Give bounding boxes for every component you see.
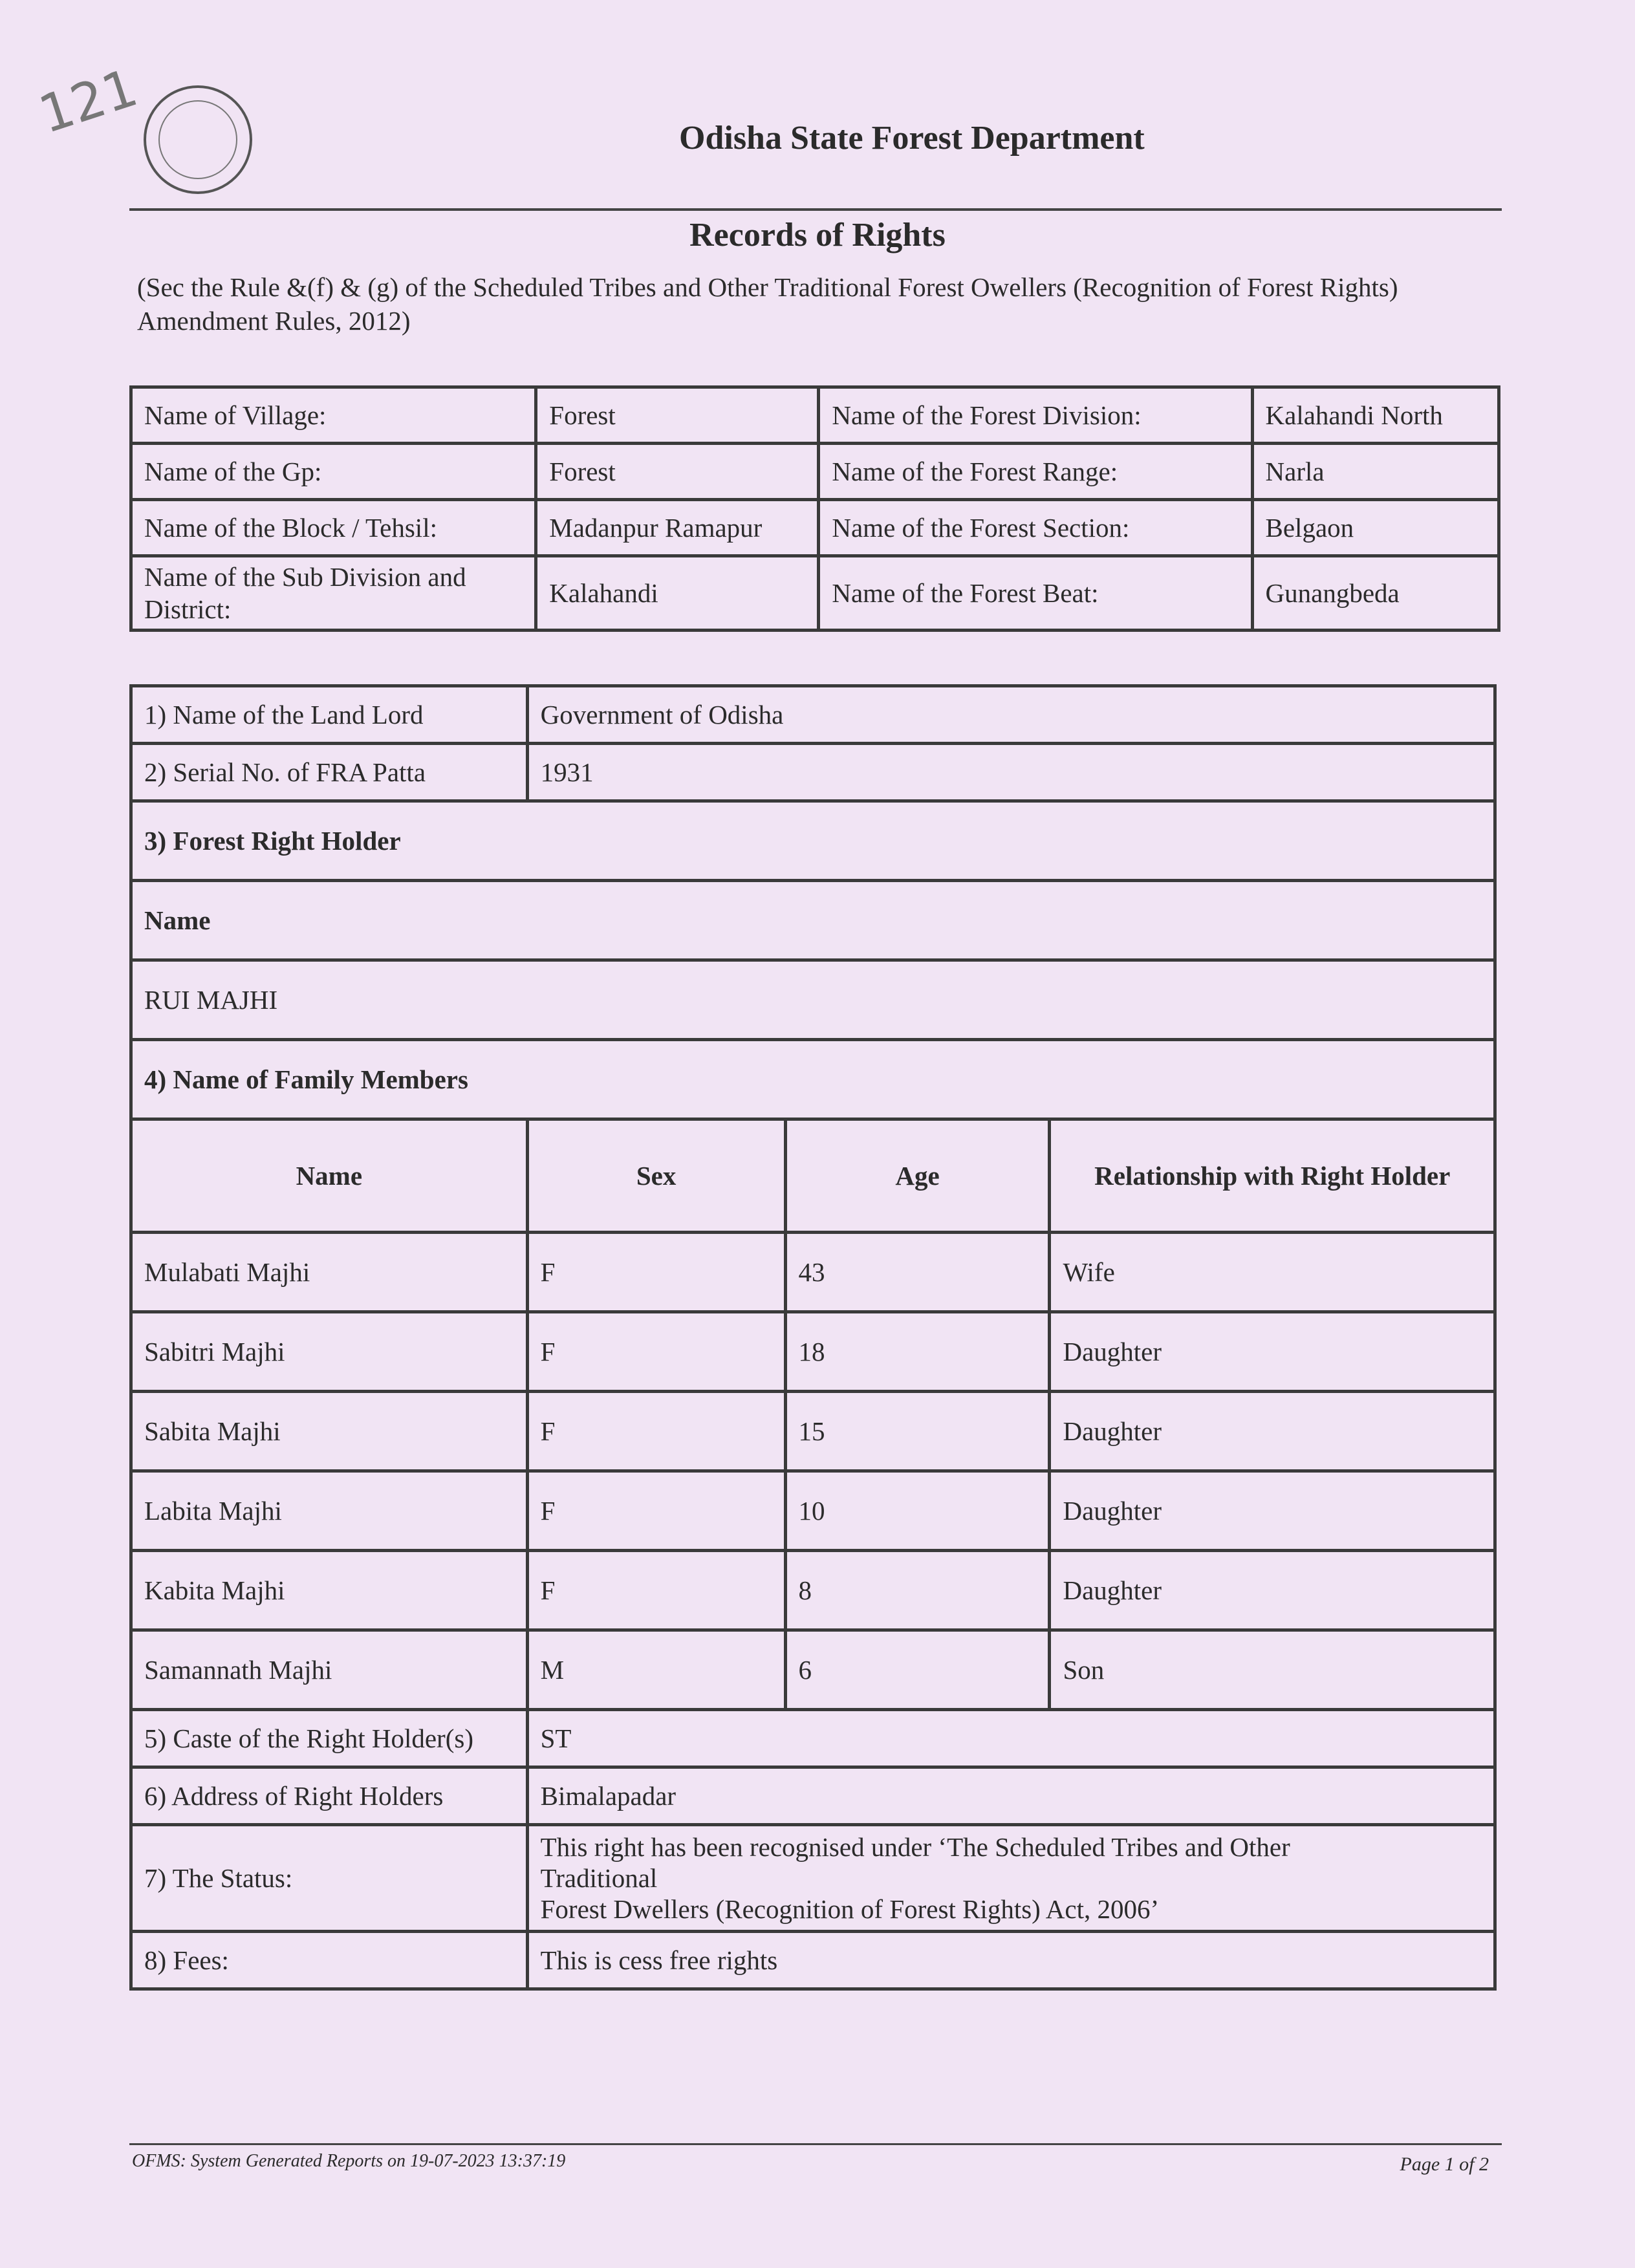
member-relation: Son bbox=[1050, 1630, 1495, 1710]
landlord-label: 1) Name of the Land Lord bbox=[131, 686, 528, 744]
section-label: Name of the Forest Section: bbox=[819, 500, 1252, 556]
rights-table bbox=[129, 684, 1497, 1991]
member-relation: Daughter bbox=[1050, 1392, 1495, 1471]
table-row bbox=[131, 1767, 1495, 1825]
status-line: Traditional bbox=[540, 1863, 658, 1893]
member-relation: Daughter bbox=[1050, 1312, 1495, 1392]
fees-label: 8) Fees: bbox=[131, 1932, 528, 1989]
table-row bbox=[131, 686, 1495, 744]
table-row bbox=[131, 1471, 1495, 1551]
table-row bbox=[131, 1932, 1495, 1989]
member-sex: F bbox=[527, 1471, 785, 1551]
member-age: 18 bbox=[785, 1312, 1050, 1392]
serial-value: 1931 bbox=[527, 744, 1495, 801]
member-sex: F bbox=[527, 1312, 785, 1392]
table-row bbox=[131, 1551, 1495, 1630]
table-row bbox=[131, 1710, 1495, 1767]
member-age: 6 bbox=[785, 1630, 1050, 1710]
table-row bbox=[131, 744, 1495, 801]
col-header-age: Age bbox=[785, 1119, 1050, 1233]
serial-label: 2) Serial No. of FRA Patta bbox=[131, 744, 528, 801]
gp-value: Forest bbox=[536, 444, 819, 500]
table-row bbox=[131, 1825, 1495, 1932]
status-value bbox=[527, 1825, 1495, 1932]
range-label: Name of the Forest Range: bbox=[819, 444, 1252, 500]
location-table bbox=[129, 385, 1500, 632]
table-row bbox=[131, 960, 1495, 1040]
table-row bbox=[131, 444, 1499, 500]
landlord-value: Government of Odisha bbox=[527, 686, 1495, 744]
subdiv-label: Name of the Sub Division and District: bbox=[131, 556, 536, 631]
table-row bbox=[131, 1312, 1495, 1392]
status-line: This right has been recognised under ‘The Scheduled Tribes and Other bbox=[540, 1832, 1290, 1862]
table-row bbox=[131, 881, 1495, 960]
member-relation: Daughter bbox=[1050, 1551, 1495, 1630]
village-label: Name of Village: bbox=[131, 387, 536, 444]
holder-heading: 3) Forest Right Holder bbox=[131, 801, 1495, 881]
member-age: 43 bbox=[785, 1233, 1050, 1312]
table-row bbox=[131, 1392, 1495, 1471]
member-age: 10 bbox=[785, 1471, 1050, 1551]
page-number: Page 1 of 2 bbox=[1400, 2154, 1489, 2175]
section-value: Belgaon bbox=[1252, 500, 1499, 556]
member-sex: F bbox=[527, 1233, 785, 1312]
table-row bbox=[131, 500, 1499, 556]
status-label: 7) The Status: bbox=[131, 1825, 528, 1932]
family-heading: 4) Name of Family Members bbox=[131, 1040, 1495, 1119]
range-value: Narla bbox=[1252, 444, 1499, 500]
generated-timestamp: OFMS: System Generated Reports on 19-07-2023 13:37:19 bbox=[132, 2151, 566, 2171]
table-header-row bbox=[131, 1119, 1495, 1233]
department-title: Odisha State Forest Department bbox=[679, 120, 1145, 157]
division-label: Name of the Forest Division: bbox=[819, 387, 1252, 444]
member-relation: Daughter bbox=[1050, 1471, 1495, 1551]
member-relation: Wife bbox=[1050, 1233, 1495, 1312]
table-row bbox=[131, 387, 1499, 444]
member-name: Samannath Majhi bbox=[131, 1630, 528, 1710]
table-row bbox=[131, 801, 1495, 881]
member-sex: F bbox=[527, 1551, 785, 1630]
rule-reference: (Sec the Rule &(f) & (g) of the Scheduled Tribes and Other Traditional Forest Owellers (Recognition of Forest Rights) Amendment Rules, 2012) bbox=[137, 272, 1398, 336]
caste-label: 5) Caste of the Right Holder(s) bbox=[131, 1710, 528, 1767]
block-value: Madanpur Ramapur bbox=[536, 500, 819, 556]
member-name: Mulabati Majhi bbox=[131, 1233, 528, 1312]
col-header-name: Name bbox=[131, 1119, 528, 1233]
odisha-emblem-icon bbox=[144, 85, 252, 194]
beat-label: Name of the Forest Beat: bbox=[819, 556, 1252, 631]
table-row bbox=[131, 1040, 1495, 1119]
col-header-sex: Sex bbox=[527, 1119, 785, 1233]
caste-value: ST bbox=[527, 1710, 1495, 1767]
table-row bbox=[131, 1630, 1495, 1710]
name-heading: Name bbox=[131, 881, 1495, 960]
handwritten-mark: 121 bbox=[32, 57, 145, 146]
member-name: Kabita Majhi bbox=[131, 1551, 528, 1630]
member-sex: M bbox=[527, 1630, 785, 1710]
header-divider bbox=[129, 208, 1502, 211]
block-label: Name of the Block / Tehsil: bbox=[131, 500, 536, 556]
status-line: Forest Dwellers (Recognition of Forest Rights) Act, 2006’ bbox=[540, 1894, 1160, 1924]
beat-value: Gunangbeda bbox=[1252, 556, 1499, 631]
member-name: Sabita Majhi bbox=[131, 1392, 528, 1471]
member-age: 8 bbox=[785, 1551, 1050, 1630]
table-row bbox=[131, 556, 1499, 631]
subdiv-value: Kalahandi bbox=[536, 556, 819, 631]
holder-name: RUI MAJHI bbox=[131, 960, 1495, 1040]
address-value: Bimalapadar bbox=[527, 1767, 1495, 1825]
address-label: 6) Address of Right Holders bbox=[131, 1767, 528, 1825]
col-header-relation: Relationship with Right Holder bbox=[1050, 1119, 1495, 1233]
member-name: Sabitri Majhi bbox=[131, 1312, 528, 1392]
footer-divider bbox=[129, 2143, 1502, 2145]
fees-value: This is cess free rights bbox=[527, 1932, 1495, 1989]
member-sex: F bbox=[527, 1392, 785, 1471]
village-value: Forest bbox=[536, 387, 819, 444]
division-value: Kalahandi North bbox=[1252, 387, 1499, 444]
member-name: Labita Majhi bbox=[131, 1471, 528, 1551]
page-title: Records of Rights bbox=[689, 217, 946, 254]
table-row bbox=[131, 1233, 1495, 1312]
member-age: 15 bbox=[785, 1392, 1050, 1471]
gp-label: Name of the Gp: bbox=[131, 444, 536, 500]
